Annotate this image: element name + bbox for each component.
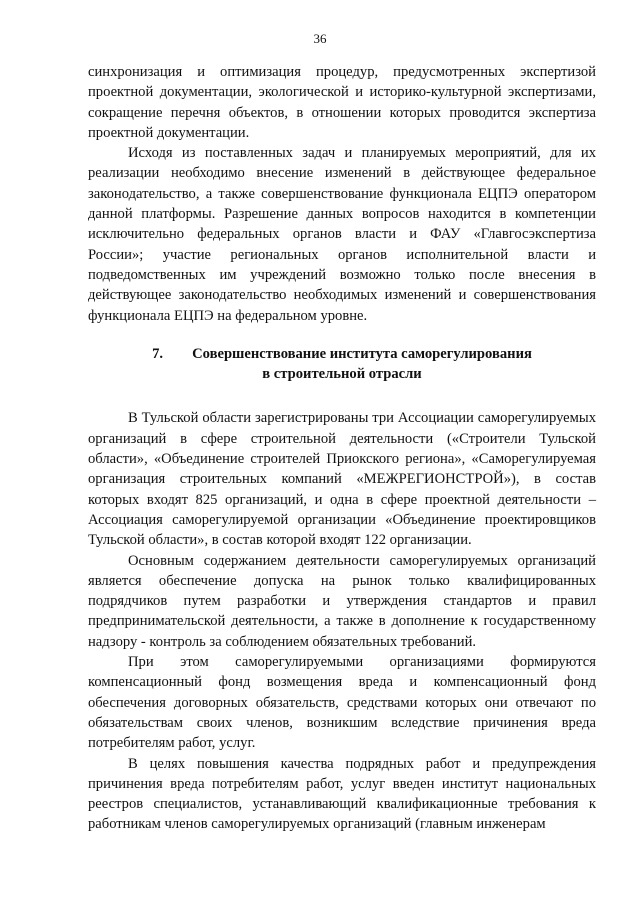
- paragraph: Исходя из поставленных задач и планируемых мероприятий, для их реализации необходимо внесение изменений в действующее федеральное законодательство, а также совершенствование функционала ЕЦПЭ оператором данной платформы. Разрешение данных вопросов находится в компетенции исключительно федеральных органов власти и ФАУ «Главгосэкспертиза России»; участие региональных органов исполнительной власти и подведомственных им учреждений возможно только после внесения в действующее законодательство необходимых изменений и совершенствования функционала ЕЦПЭ на федеральном уровне.: [88, 145, 596, 324]
- document-body: [88, 62, 596, 835]
- paragraph: При этом саморегулируемыми организациями формируются компенсационный фонд возмещения вреда и компенсационный фонд обеспечения договорных обязательств, средствами которых они отвечают по обязательствам своих членов, возникшим вследствие причинения вреда потребителям работ, услуг.: [88, 654, 596, 752]
- paragraph-continuation: синхронизация и оптимизация процедур, предусмотренных экспертизой проектной документации, экологической и историко-культурной экспертизами, сокращение перечня объектов, в отношении которых проводится экспертиза проектной документации.: [88, 64, 596, 141]
- section-title-line1: Совершенствование института саморегулирования: [192, 345, 532, 362]
- section-title-line2: в строительной отрасли: [262, 366, 422, 383]
- section-heading: [88, 344, 596, 385]
- section-heading-line1: [88, 344, 596, 364]
- paragraph: В целях повышения качества подрядных работ и предупреждения причинения вреда потребителям работ, услуг введен институт национальных реестров специалистов, устанавливающий квалификационные требования к работникам членов саморегулируемых организаций (главным инженерам: [88, 755, 596, 833]
- paragraph: Основным содержанием деятельности саморегулируемых организаций является обеспечение допуска на рынок только квалифицированных подрядчиков путем разработки и утверждения стандартов и правил предпринимательской деятельности, а также в дополнение к государственному надзору - контроль за соблюдением обязательных требований.: [88, 552, 596, 650]
- section-number: 7.: [152, 345, 164, 362]
- page-number: 36: [313, 31, 327, 46]
- paragraph: В Тульской области зарегистрированы три Ассоциации саморегулируемых организаций в сфере строительной деятельности («Строители Тульской области», «Объединение строителей Приокского региона», «Саморегулируемая организация строительных компаний «МЕЖРЕГИОНСТРОЙ»), в состав которых входят 825 организаций, и одна в сфере проектной деятельности – Ассоциация саморегулируемой организации «Объединение проектировщиков Тульской области», в состав которой входят 122 организации.: [88, 410, 596, 549]
